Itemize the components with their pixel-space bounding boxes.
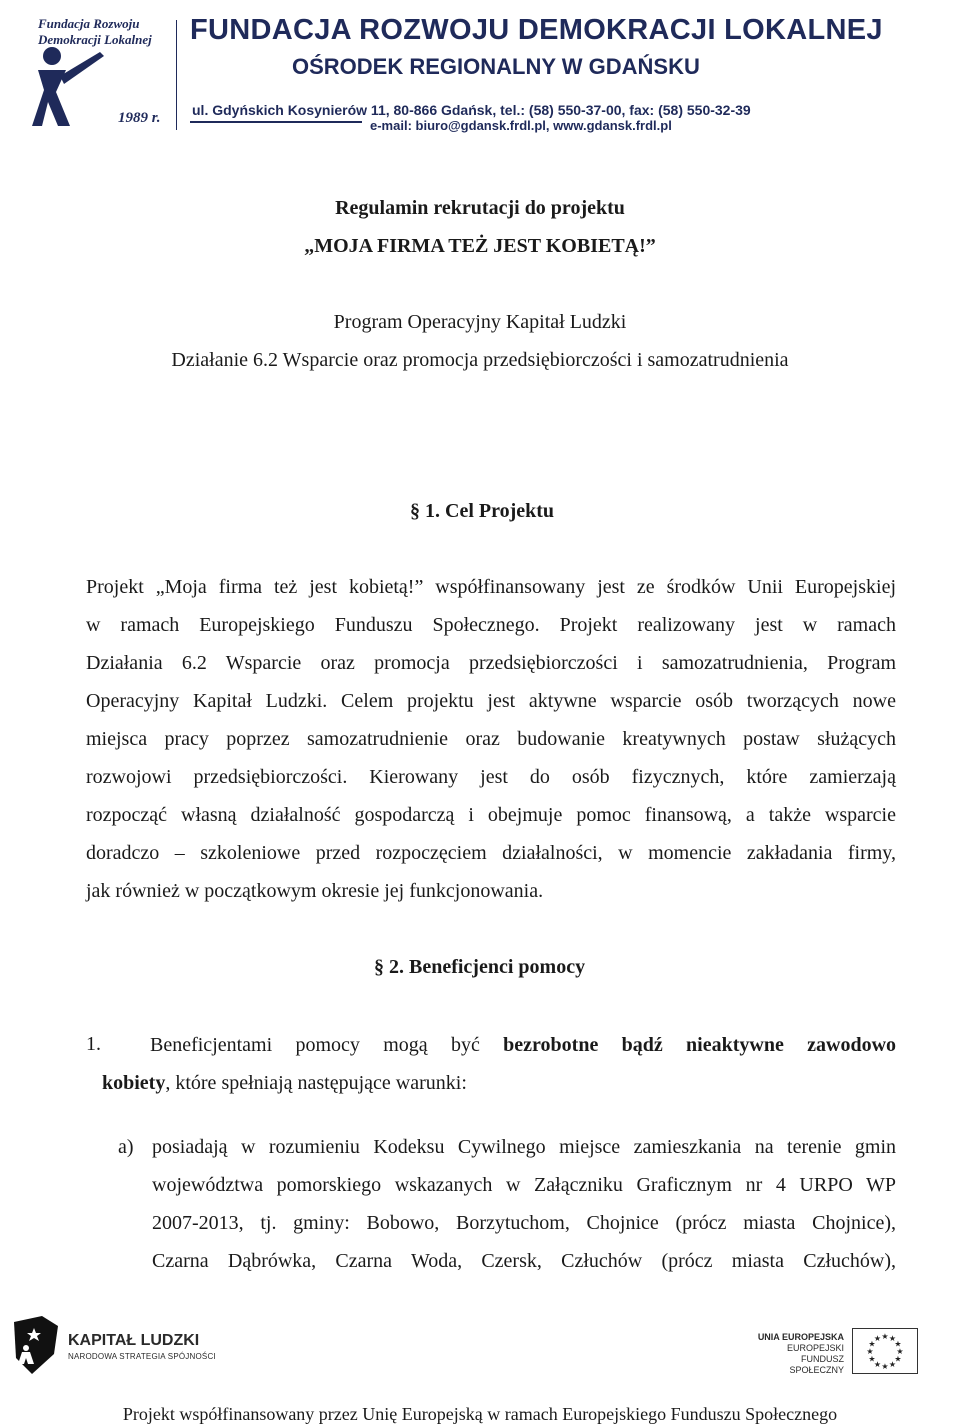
address-rule xyxy=(190,121,362,123)
paragraph-line: Projekt „Moja firma też jest kobietą!” współfinansowany jest ze środków Unii Europejskiej xyxy=(86,576,896,598)
organization-address: ul. Gdyńskich Kosynierów 11, 80-866 Gdańsk, tel.: (58) 550-37-00, fax: (58) 550-32-39 xyxy=(192,102,751,118)
letterhead xyxy=(0,0,960,140)
eu-flag-icon xyxy=(852,1328,918,1374)
eu-star-icon: ★ xyxy=(881,1362,889,1371)
organization-subtitle: OŚRODEK REGIONALNY W GDAŃSKU xyxy=(292,54,700,79)
cofinancing-note: Projekt współfinansowany przez Unię Europejską w ramach Europejskiego Funduszu Społecznego xyxy=(122,1404,838,1424)
eu-text: UNIA EUROPEJSKA EUROPEJSKI FUNDUSZ SPOŁECZNY xyxy=(757,1332,844,1375)
item-a-line: Czarna Dąbrówka, Czarna Woda, Czersk, Człuchów (prócz miasta Człuchów), xyxy=(152,1250,896,1272)
emphasis-text: kobiety xyxy=(102,1072,166,1094)
item-1-number: 1. xyxy=(86,1033,101,1055)
project-name: „MOJA FIRMA TEŻ JEST KOBIETĄ!” xyxy=(304,235,656,257)
kapital-ludzki-subtitle: NARODOWA STRATEGIA SPÓJNOŚCI xyxy=(68,1352,216,1361)
section-1-paragraph xyxy=(86,568,896,910)
paragraph-line: doradczo – szkoleniowe przed rozpoczęciem działalności, w momencie zakładania firmy, xyxy=(86,842,896,864)
paragraph-line: Działania 6.2 Wsparcie oraz promocja przedsiębiorczości i samozatrudnienia, Program xyxy=(86,652,896,674)
item-a-line: województwa pomorskiego wskazanych w Załączniku Graficznym nr 4 URPO WP xyxy=(152,1174,896,1196)
eu-star-icon: ★ xyxy=(881,1332,889,1341)
paragraph-line: rozpocząć własną działalność gospodarczą i obejmuje pomoc finansową, a także wsparcie xyxy=(86,804,896,826)
eu-star-icon: ★ xyxy=(868,1339,876,1349)
logo-name: Fundacja Rozwoju Demokracji Lokalnej xyxy=(38,16,152,47)
eu-star-icon: ★ xyxy=(866,1347,874,1356)
item-a-text xyxy=(152,1128,896,1280)
section-2-heading: § 2. Beneficjenci pomocy xyxy=(374,956,586,978)
item-a-line: posiadają w rozumieniu Kodeksu Cywilnego miejsce zamieszkania na terenie gmin xyxy=(152,1136,896,1158)
section-1-heading: § 1. Cel Projektu xyxy=(410,500,555,522)
kapital-ludzki-logo-icon xyxy=(12,1314,62,1378)
program-name: Program Operacyjny Kapitał Ludzki xyxy=(333,311,627,333)
eu-star-icon: ★ xyxy=(894,1354,902,1364)
eu-star-icon: ★ xyxy=(894,1339,902,1349)
eu-star-icon: ★ xyxy=(873,1334,882,1344)
eu-star-icon: ★ xyxy=(868,1354,876,1364)
logo-year: 1989 r. xyxy=(118,110,161,126)
kapital-ludzki-title: KAPITAŁ LUDZKI xyxy=(68,1332,200,1349)
paragraph-line: w ramach Europejskiego Funduszu Społecznego. Projekt realizowany jest w ramach xyxy=(86,614,896,636)
figure-logo-icon xyxy=(30,46,110,132)
eu-star-icon: ★ xyxy=(888,1334,897,1344)
item-1-text-line2 xyxy=(102,1064,896,1102)
paragraph-line: jak również w początkowym okresie jej funkcjonowania. xyxy=(86,880,544,902)
item-a-label: a) xyxy=(118,1136,134,1158)
paragraph-line: rozwojowi przedsiębiorczości. Kierowany jest do osób fizycznych, które zamierzają xyxy=(86,766,896,788)
paragraph-line: Operacyjny Kapitał Ludzki. Celem projektu jest aktywne wsparcie osób tworzących nowe xyxy=(86,690,896,712)
item-1-line: Beneficjentami pomocy mogą być bezrobotne bądź nieaktywne zawodowo xyxy=(150,1034,897,1056)
paragraph-line: miejsca pracy poprzez samozatrudnienie oraz budowanie kreatywnych postaw służących xyxy=(86,728,896,750)
frdl-logo xyxy=(30,14,180,132)
eu-star-icon: ★ xyxy=(873,1359,882,1369)
item-1-text-line1 xyxy=(150,1026,896,1064)
emphasis-text: bezrobotne bądź nieaktywne zawodowo xyxy=(503,1034,897,1056)
action-name: Działanie 6.2 Wsparcie oraz promocja przedsiębiorczości i samozatrudnienia xyxy=(171,349,789,371)
header-divider xyxy=(176,20,177,130)
eu-star-icon: ★ xyxy=(896,1347,904,1356)
organization-email: e-mail: biuro@gdansk.frdl.pl, www.gdansk.frdl.pl xyxy=(370,118,672,133)
organization-title: FUNDACJA ROZWOJU DEMOKRACJI LOKALNEJ xyxy=(190,14,883,46)
document-title: Regulamin rekrutacji do projektu xyxy=(335,197,625,219)
eu-star-icon: ★ xyxy=(888,1359,897,1369)
item-a-line: 2007-2013, tj. gminy: Bobowo, Borzytuchom, Chojnice (prócz miasta Chojnice), xyxy=(152,1212,896,1234)
footer-logos xyxy=(0,1310,960,1390)
item-1-line: kobiety, które spełniają następujące warunki: xyxy=(102,1072,467,1094)
